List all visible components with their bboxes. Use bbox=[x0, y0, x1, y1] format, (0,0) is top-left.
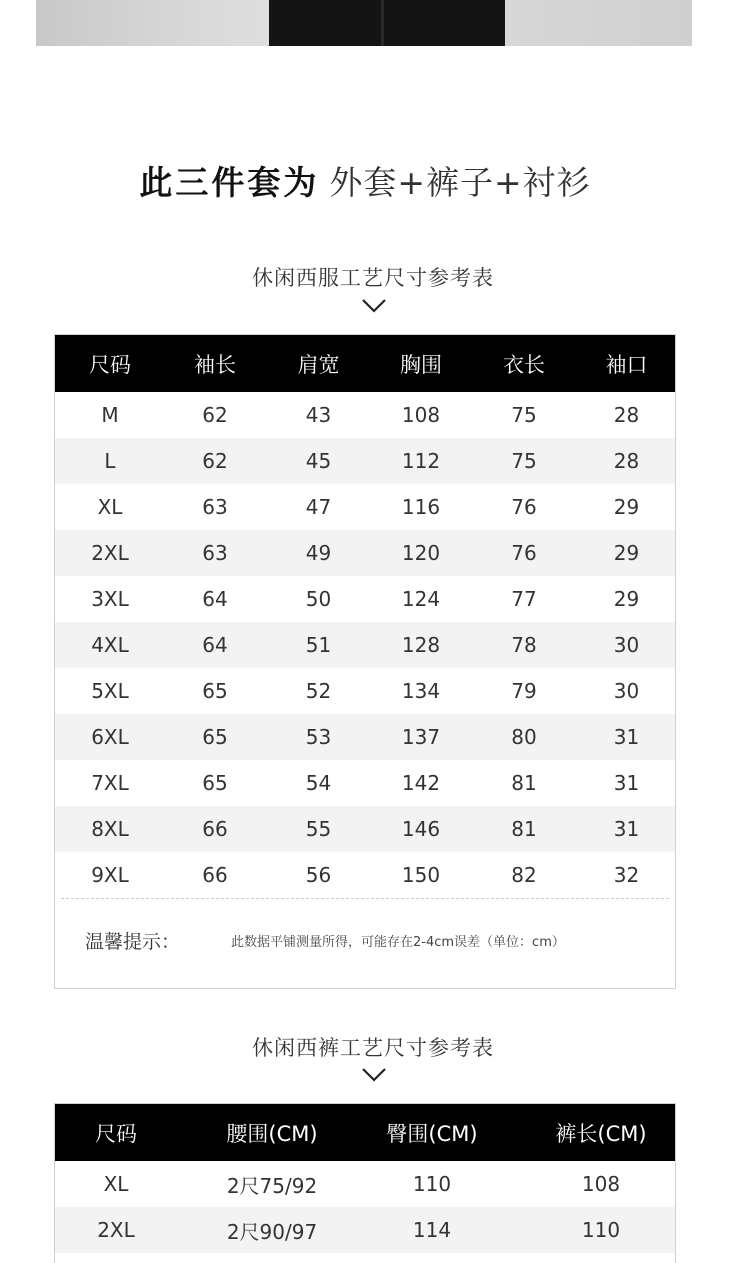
table-cell: 28 bbox=[613, 403, 640, 427]
table-cell: 75 bbox=[511, 403, 537, 427]
table-cell: 52 bbox=[305, 679, 332, 703]
header-cell: 胸围 bbox=[400, 352, 442, 377]
table-cell: 110 bbox=[581, 1218, 621, 1242]
table-cell: 29 bbox=[613, 541, 640, 565]
table-cell: 30 bbox=[613, 679, 640, 703]
table-cell: 30 bbox=[613, 633, 640, 657]
chevron-down-icon bbox=[361, 1067, 387, 1083]
table-row bbox=[55, 1161, 675, 1207]
table-row bbox=[55, 668, 675, 714]
table-cell: 31 bbox=[613, 725, 640, 749]
table-cell: 77 bbox=[511, 587, 537, 611]
table-row bbox=[55, 852, 675, 898]
table-cell: 66 bbox=[202, 817, 228, 841]
table-cell: 80 bbox=[511, 725, 537, 749]
table-cell: 108 bbox=[401, 403, 441, 427]
table-cell: 43 bbox=[305, 403, 332, 427]
tip-text: 此数据平铺测量所得，可能存在2-4cm误差（单位：cm） bbox=[231, 935, 565, 950]
table-cell: 146 bbox=[401, 817, 441, 841]
table-row bbox=[55, 576, 675, 622]
table-cell: 51 bbox=[305, 633, 332, 657]
table-cell: 3XL bbox=[91, 587, 129, 611]
table-row bbox=[55, 438, 675, 484]
table-cell: 62 bbox=[202, 403, 228, 427]
table-row bbox=[55, 760, 675, 806]
pants-table-header bbox=[55, 1104, 675, 1161]
pants-size-table bbox=[54, 1103, 676, 1263]
product-photo bbox=[36, 0, 692, 46]
table-cell: 45 bbox=[305, 449, 332, 473]
table-cell: 8XL bbox=[91, 817, 129, 841]
table-row bbox=[55, 530, 675, 576]
table-cell: 63 bbox=[202, 495, 228, 519]
headline-items: 外套+裤子+衬衫 bbox=[329, 163, 591, 202]
table-cell: 124 bbox=[401, 587, 441, 611]
table-cell: 2XL bbox=[97, 1218, 135, 1242]
header-cell: 腰围(CM) bbox=[226, 1121, 318, 1146]
table-cell: 64 bbox=[202, 587, 228, 611]
table-cell: 114 bbox=[412, 1218, 452, 1242]
table-cell: 62 bbox=[202, 449, 228, 473]
table-cell: 31 bbox=[613, 817, 640, 841]
table-cell: 65 bbox=[202, 679, 228, 703]
table-cell: 63 bbox=[202, 541, 228, 565]
table-cell: 2尺75/92 bbox=[226, 1173, 318, 1198]
table-cell: 53 bbox=[305, 725, 332, 749]
table-row bbox=[55, 484, 675, 530]
table-cell: 31 bbox=[613, 771, 640, 795]
table-cell: 28 bbox=[613, 449, 640, 473]
table-cell: 134 bbox=[401, 679, 441, 703]
table-cell: 64 bbox=[202, 633, 228, 657]
table-cell: 150 bbox=[401, 863, 441, 887]
table-cell: 75 bbox=[511, 449, 537, 473]
table-cell: 6XL bbox=[91, 725, 129, 749]
trousers-image bbox=[269, 0, 505, 46]
table-cell: 9XL bbox=[91, 863, 129, 887]
header-cell: 衣长 bbox=[503, 352, 545, 377]
tip-label: 温馨提示： bbox=[85, 931, 181, 953]
header-cell: 尺码 bbox=[95, 1121, 137, 1146]
table-cell: 29 bbox=[613, 587, 640, 611]
table-cell: 79 bbox=[511, 679, 537, 703]
table-row bbox=[55, 714, 675, 760]
table-cell: 142 bbox=[401, 771, 441, 795]
jacket-tip bbox=[61, 898, 669, 977]
table-cell: 65 bbox=[202, 725, 228, 749]
jacket-table-body bbox=[55, 392, 675, 898]
chevron-down-icon bbox=[361, 298, 387, 314]
table-row bbox=[55, 392, 675, 438]
table-cell: 110 bbox=[412, 1172, 452, 1196]
header-cell: 袖口 bbox=[605, 352, 648, 377]
header-cell: 臀围(CM) bbox=[386, 1121, 478, 1146]
table-cell: XL bbox=[97, 495, 123, 519]
table-cell: 76 bbox=[511, 495, 537, 519]
set-headline bbox=[0, 160, 730, 206]
table-cell: 47 bbox=[305, 495, 332, 519]
table-cell: 49 bbox=[305, 541, 332, 565]
header-cell: 肩宽 bbox=[297, 352, 340, 377]
table-cell: 29 bbox=[613, 495, 640, 519]
table-cell: 55 bbox=[305, 817, 332, 841]
table-cell: 2XL bbox=[91, 541, 129, 565]
jacket-table-title: 休闲西服工艺尺寸参考表 bbox=[252, 266, 494, 290]
table-cell: 82 bbox=[511, 863, 537, 887]
table-cell: 66 bbox=[202, 863, 228, 887]
jacket-table-header bbox=[55, 335, 675, 392]
table-cell: 81 bbox=[511, 771, 537, 795]
table-cell: XL bbox=[103, 1172, 129, 1196]
pants-table-title: 休闲西裤工艺尺寸参考表 bbox=[252, 1036, 494, 1060]
table-row bbox=[55, 622, 675, 668]
header-cell: 袖长 bbox=[194, 352, 236, 377]
table-cell: 112 bbox=[401, 449, 441, 473]
table-cell: 4XL bbox=[91, 633, 129, 657]
table-cell: 32 bbox=[613, 863, 640, 887]
table-cell: 65 bbox=[202, 771, 228, 795]
table-cell: 56 bbox=[305, 863, 332, 887]
table-row bbox=[55, 1207, 675, 1253]
table-cell: 137 bbox=[401, 725, 441, 749]
table-cell: 5XL bbox=[91, 679, 129, 703]
table-cell: 78 bbox=[511, 633, 537, 657]
table-cell: 116 bbox=[401, 495, 441, 519]
table-cell: 81 bbox=[511, 817, 537, 841]
jacket-size-table bbox=[54, 334, 676, 989]
table-cell: 76 bbox=[511, 541, 537, 565]
header-cell: 裤长(CM) bbox=[555, 1121, 647, 1146]
table-cell: 50 bbox=[305, 587, 332, 611]
table-cell: L bbox=[104, 449, 116, 473]
table-cell: 54 bbox=[305, 771, 332, 795]
table-cell: 2尺90/97 bbox=[226, 1219, 318, 1244]
table-cell: 120 bbox=[401, 541, 441, 565]
header-cell: 尺码 bbox=[89, 352, 131, 377]
table-cell: 108 bbox=[581, 1172, 621, 1196]
table-cell: 7XL bbox=[91, 771, 129, 795]
table-cell: M bbox=[101, 403, 119, 427]
headline-bold: 此三件套为 bbox=[139, 163, 320, 202]
table-cell: 128 bbox=[401, 633, 441, 657]
table-row bbox=[55, 806, 675, 852]
pants-table-body bbox=[55, 1161, 675, 1253]
